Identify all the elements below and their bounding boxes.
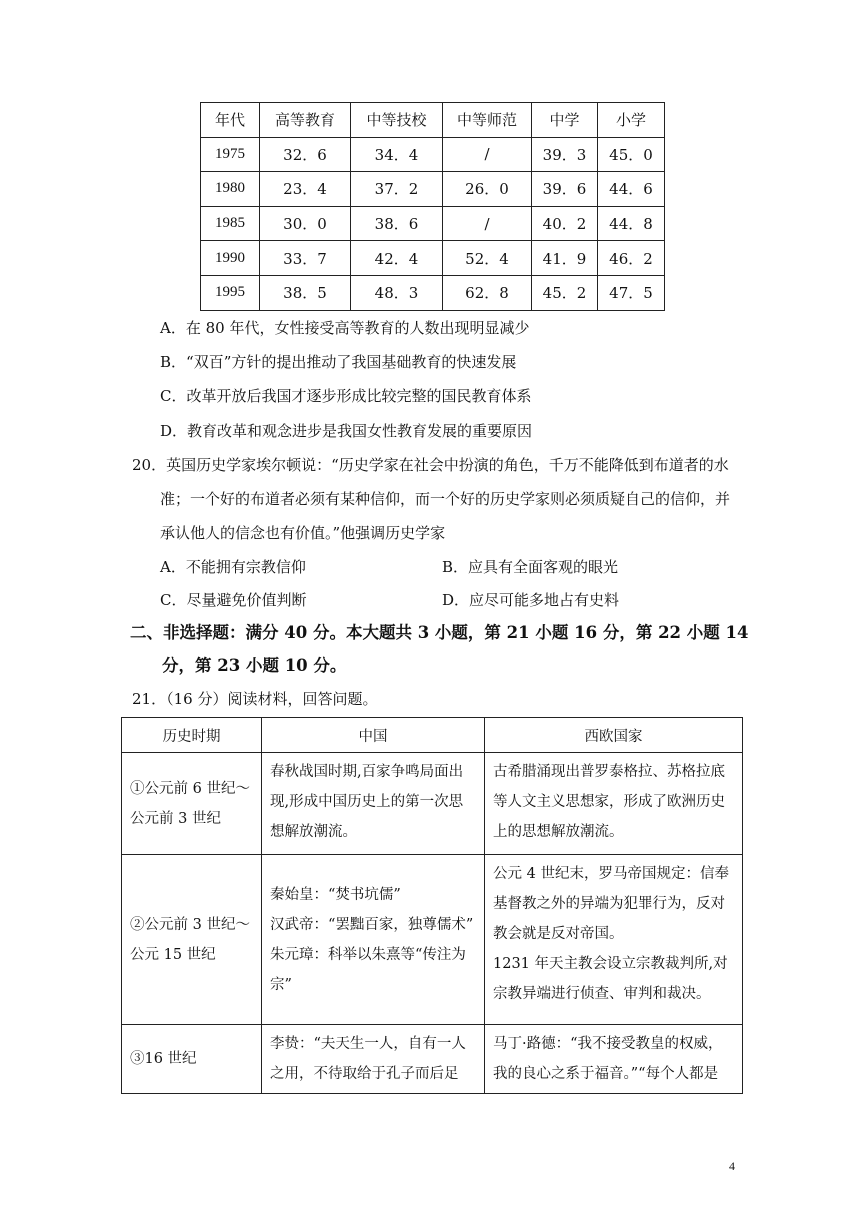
period-cell [122, 1025, 262, 1094]
q20-option-c: C．尽量避免价值判断 [160, 591, 307, 609]
table-cell: 38．6 [351, 206, 443, 241]
table-cell: 26．0 [443, 172, 532, 207]
table-cell: 37．2 [351, 172, 443, 207]
header-cell: 中国 [262, 718, 485, 753]
cell-text: 古希腊涌现出普罗泰格拉、苏格拉底 [493, 764, 725, 780]
comparison-table [121, 717, 743, 1094]
table-cell: 39．3 [532, 137, 598, 172]
period-cell [122, 855, 262, 1025]
header-cell: 中等技校 [351, 103, 443, 138]
q20-option-a: A．不能拥有宗教信仰 [160, 558, 306, 576]
year-cell: 1995 [201, 275, 260, 310]
year-cell: 1980 [201, 172, 260, 207]
table-cell: 62．8 [443, 275, 532, 310]
cell-text: 春秋战国时期,百家争鸣局面出 [270, 764, 464, 780]
table-row [201, 241, 665, 276]
table-cell: 40．2 [532, 206, 598, 241]
page-number: 4 [729, 1159, 735, 1173]
cell-text: 宗教异端进行侦查、审判和裁决。 [493, 986, 711, 1002]
year-cell: 1990 [201, 241, 260, 276]
cell-text: 1231 年天主教会设立宗教裁判所,对 [493, 956, 728, 972]
table-cell: 32．6 [260, 137, 351, 172]
q20-option-b: B．应具有全面客观的眼光 [442, 558, 619, 576]
header-cell: 历史时期 [122, 718, 262, 753]
west-cell [485, 1025, 743, 1094]
table-cell: 45．0 [598, 137, 665, 172]
header-cell: 中等师范 [443, 103, 532, 138]
table-cell: 47．5 [598, 275, 665, 310]
table-cell: / [443, 137, 532, 172]
header-cell: 高等教育 [260, 103, 351, 138]
q19-option-c: C．改革开放后我国才逐步形成比较完整的国民教育体系 [160, 387, 532, 405]
table-cell: 46．2 [598, 241, 665, 276]
table-cell: 45．2 [532, 275, 598, 310]
table-row [201, 172, 665, 207]
table-cell: 33．7 [260, 241, 351, 276]
cell-text: 想解放潮流。 [270, 824, 357, 840]
period-text: 公元前 3 世纪 [130, 810, 221, 827]
education-stat-table [200, 102, 665, 311]
west-cell [485, 753, 743, 855]
stat-table-header-row [201, 103, 665, 138]
table-cell: 44．6 [598, 172, 665, 207]
header-cell: 西欧国家 [485, 718, 743, 753]
table-row [122, 855, 743, 1025]
period-text: ③16 世纪 [130, 1051, 197, 1067]
cell-text: 朱元璋：科举以朱熹等“传注为 [270, 946, 466, 963]
cell-text: 等人文主义思想家，形成了欧洲历史 [493, 794, 725, 810]
comparison-header-row [122, 718, 743, 753]
cell-text: 我的良心之系于福音。”“每个人都是 [493, 1066, 719, 1082]
cell-text: 秦始皇：“焚书坑儒” [270, 886, 401, 903]
cell-text: 宗” [270, 976, 292, 993]
period-text: ①公元前 6 世纪～ [130, 780, 250, 797]
table-cell: / [443, 206, 532, 241]
table-row [201, 275, 665, 310]
period-cell [122, 753, 262, 855]
q20-stem-line-2: 准；一个好的布道者必须有某种信仰，而一个好的历史学家则必须质疑自己的信仰，并 [160, 490, 731, 508]
q19-option-b: B．“双百”方针的提出推动了我国基础教育的快速发展 [160, 353, 517, 371]
cell-text: 基督教之外的异端为犯罪行为，反对 [493, 896, 725, 912]
year-cell: 1975 [201, 137, 260, 172]
table-row [122, 1025, 743, 1094]
table-cell: 41．9 [532, 241, 598, 276]
section-heading-line-1: 二、非选择题：满分 40 分。本大题共 3 小题，第 21 小题 16 分，第 22 小题 14 [130, 623, 749, 642]
header-cell: 小学 [598, 103, 665, 138]
cell-text: 马丁·路德：“我不接受教皇的权威， [493, 1036, 723, 1052]
cell-text: 之用，不待取给于孔子而后足 [270, 1066, 459, 1082]
table-cell: 23．4 [260, 172, 351, 207]
year-cell: 1985 [201, 206, 260, 241]
table-cell: 39．6 [532, 172, 598, 207]
cell-text: 现,形成中国历史上的第一次思 [270, 794, 464, 810]
header-cell: 年代 [201, 103, 260, 138]
cell-text: 汉武帝：“罢黜百家，独尊儒术” [270, 916, 474, 933]
table-cell: 38．5 [260, 275, 351, 310]
cell-text: 公元 4 世纪末，罗马帝国规定：信奉 [493, 866, 729, 882]
cell-text: 李贽：“夫天生一人，自有一人 [270, 1036, 466, 1052]
table-row [201, 137, 665, 172]
table-cell: 30．0 [260, 206, 351, 241]
table-cell: 44．8 [598, 206, 665, 241]
table-cell: 34．4 [351, 137, 443, 172]
table-row [122, 753, 743, 855]
period-text: ②公元前 3 世纪～ [130, 916, 250, 933]
china-cell [262, 1025, 485, 1094]
table-cell: 52．4 [443, 241, 532, 276]
section-heading-line-2: 分，第 23 小题 10 分。 [162, 656, 347, 675]
q19-option-a: A．在 80 年代，女性接受高等教育的人数出现明显减少 [160, 319, 530, 337]
header-cell: 中学 [532, 103, 598, 138]
west-cell [485, 855, 743, 1025]
cell-text: 上的思想解放潮流。 [493, 824, 624, 840]
cell-text: 教会就是反对帝国。 [493, 926, 624, 942]
period-text: 公元 15 世纪 [130, 946, 216, 963]
q20-option-d: D．应尽可能多地占有史料 [442, 591, 620, 609]
q19-option-d: D．教育改革和观念进步是我国女性教育发展的重要原因 [160, 422, 533, 440]
table-row [201, 206, 665, 241]
q20-stem-line-1: 20．英国历史学家埃尔顿说：“历史学家在社会中扮演的角色，千万不能降低到布道者的水 [132, 456, 729, 474]
q20-stem-line-3: 承认他人的信念也有价值。”他强调历史学家 [160, 524, 446, 542]
q21-intro: 21．（16 分）阅读材料，回答问题。 [132, 690, 378, 708]
china-cell [262, 855, 485, 1025]
table-cell: 42．4 [351, 241, 443, 276]
china-cell [262, 753, 485, 855]
table-cell: 48．3 [351, 275, 443, 310]
